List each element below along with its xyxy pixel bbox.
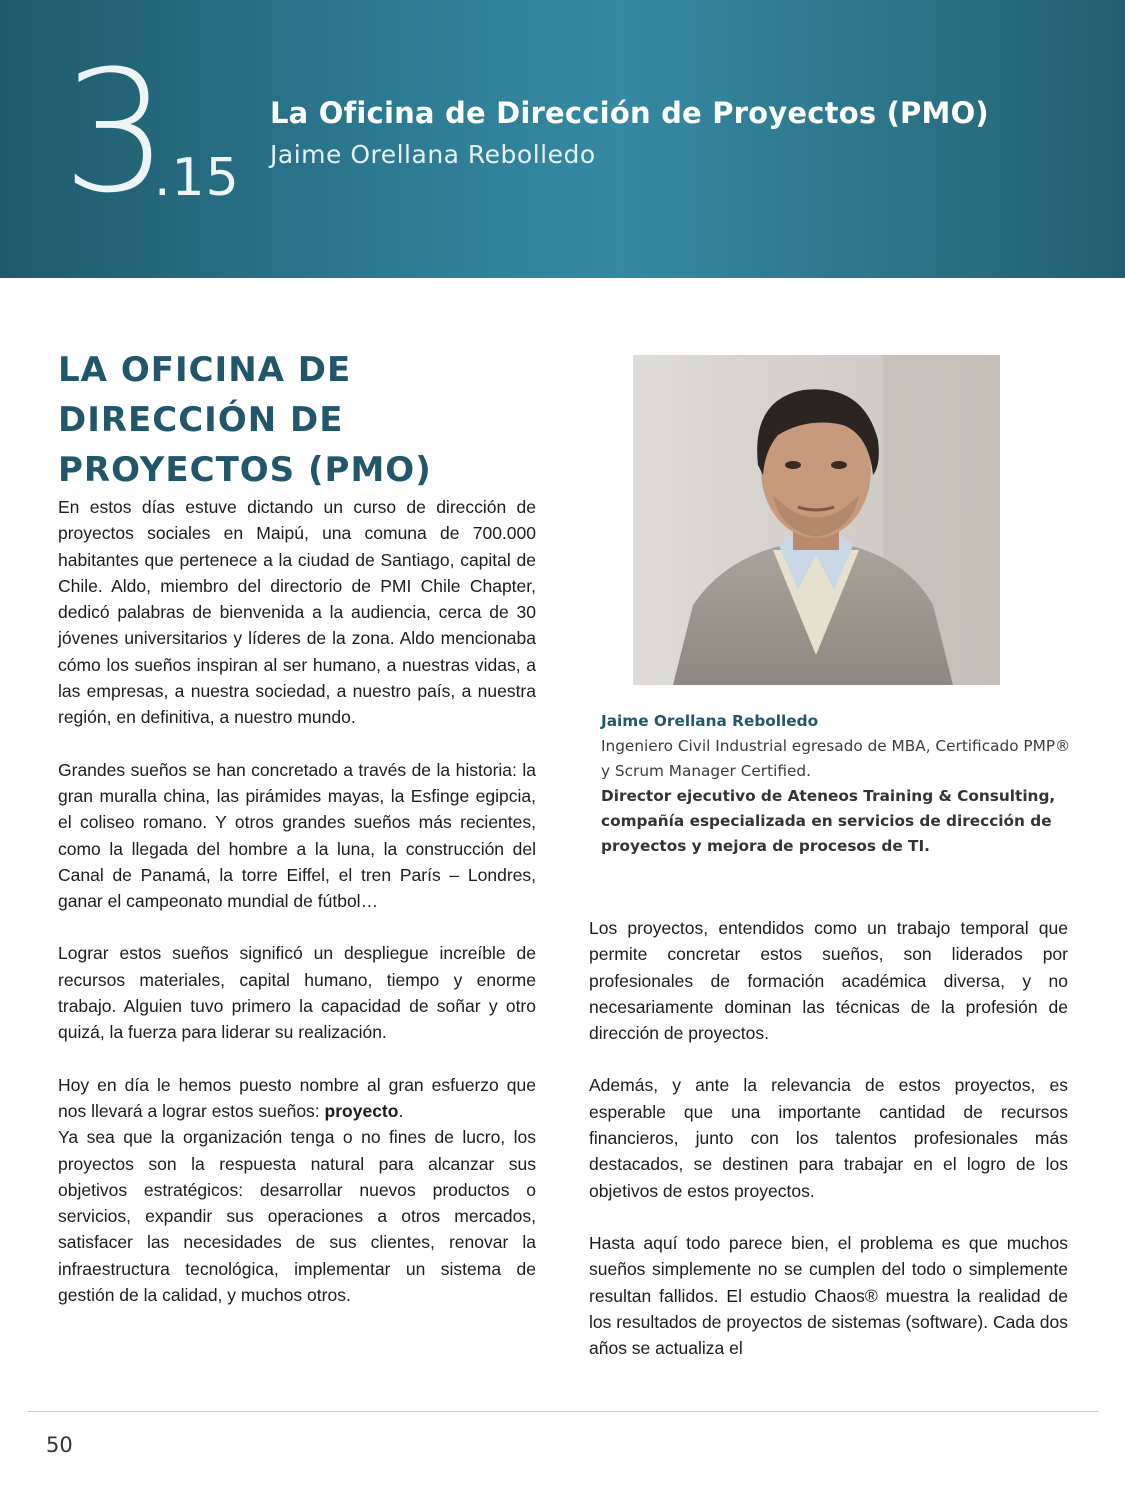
bio-name: Jaime Orellana Rebolledo [601, 712, 819, 730]
author-portrait-image [633, 355, 1000, 685]
chapter-number: 3 [62, 34, 165, 230]
paragraph: Además, y ante la relevancia de estos proyectos, es esperable que una importante cantidad de recursos financieros, junto con los talentos profesionales más destacados, se destinen para trabajar en el logro de los objetivos de estos proyectos. [589, 1075, 1068, 1201]
chapter-subnumber: .15 [154, 148, 240, 208]
paragraph [58, 1072, 536, 1125]
left-column [58, 494, 536, 1334]
chapter-header [0, 0, 1125, 278]
paragraph: Los proyectos, entendidos como un trabajo temporal que permite concretar estos sueños, son liderados por profesionales de formación académica diversa, y no necesariamente dominan las técnicas de la profesión de dirección de proyectos. [589, 918, 1068, 1044]
emphasis-proyecto: proyecto [324, 1100, 399, 1121]
paragraph: Hasta aquí todo parece bien, el problema es que muchos sueños simplemente no se cumplen del todo o simplemente resultan fallidos. El estudio Chaos® muestra la realidad de los resultados de proyectos de sistemas (software). Cada dos años se actualiza el [589, 1232, 1068, 1359]
paragraph: Lograr estos sueños significó un despliegue increíble de recursos materiales, capital humano, tiempo y enorme trabajo. Alguien tuvo primero la capacidad de soñar y otro quizá, la fuerza para liderar su realización. [58, 943, 536, 1043]
paragraph-text: . [398, 1100, 404, 1121]
paragraph-text: Hoy en día le hemos puesto nombre al gran esfuerzo que nos llevará a lograr estos sueños: [58, 1074, 536, 1121]
article-title: LA OFICINA DE DIRECCIÓN DE PROYECTOS (PMO) [58, 350, 432, 490]
author-photo [633, 355, 1000, 685]
paragraph: Grandes sueños se han concretado a través de la historia: la gran muralla china, las pirámides mayas, la Esfinge egipcia, el coliseo romano. Y otros grandes sueños más recientes, como la llegada del hombre a la luna, la construcción del Canal de Panamá, la torre Eiffel, el tren París – Londres, ganar el campeonato mundial de fútbol… [58, 759, 536, 912]
right-column [589, 915, 1068, 1387]
author-bio [601, 709, 1071, 859]
chapter-title: La Oficina de Dirección de Proyectos (PMO) [270, 96, 989, 130]
paragraph: En estos días estuve dictando un curso de dirección de proyectos sociales en Maipú, una comuna de 700.000 habitantes que pertenece a la ciudad de Santiago, capital de Chile. Aldo, miembro del directorio de PMI Chile Chapter, dedicó palabras de bienvenida a la audiencia, cerca de 30 jóvenes universitarios y líderes de la zona. Aldo mencionaba cómo los sueños inspiran al ser humano, a nuestras vidas, a las empresas, a nuestra sociedad, a nuestro país, a nuestra región, en definitiva, a nuestro mundo. [58, 497, 536, 728]
paragraph: Ya sea que la organización tenga o no fines de lucro, los proyectos son la respuesta natural para alcanzar sus objetivos estratégicos: desarrollar nuevos productos o servicios, expandir sus operaciones a otros mercados, satisfacer las necesidades de sus clientes, renovar la infraestructura tecnológica, implementar un sistema de gestión de la calidad, y muchos otros. [58, 1127, 536, 1306]
page-number: 50 [46, 1433, 73, 1457]
footer-divider [28, 1411, 1098, 1412]
bio-role: Director ejecutivo de Ateneos Training & Consulting, compañía especializada en servicios de dirección de proyectos y mejora de procesos de TI. [601, 787, 1056, 855]
bio-credentials: Ingeniero Civil Industrial egresado de MBA, Certificado PMP® y Scrum Manager Certified. [601, 737, 1071, 780]
chapter-author: Jaime Orellana Rebolledo [270, 140, 596, 169]
